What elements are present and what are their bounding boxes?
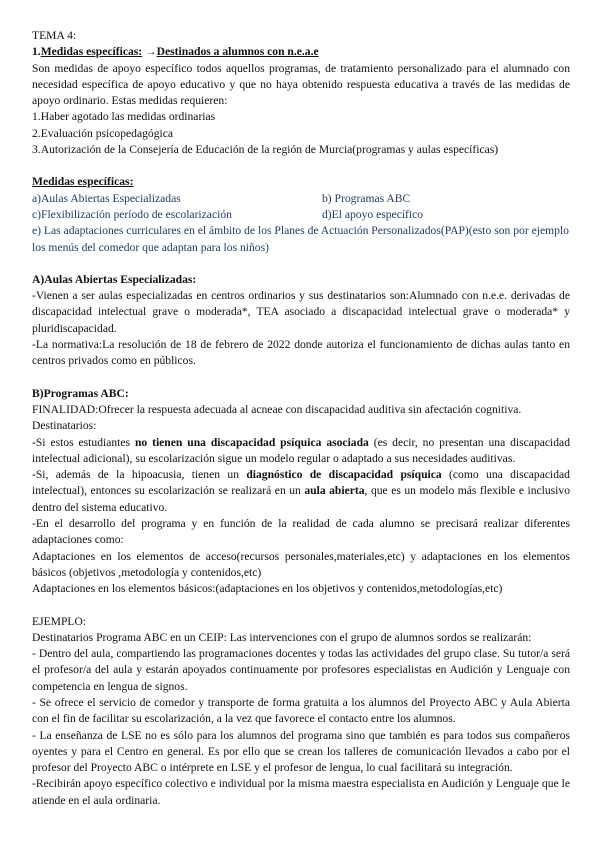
intro-paragraph: Son medidas de apoyo específico todos aquellos programas, de tratamiento personalizado para el alumnado con necesidad específica de apoyo educativo y que no haya obtenido respuesta educativa a través de las medidas de apoyo ordinario. Estas medidas requieren: <box>32 61 570 108</box>
ejemplo-paragraph: - Se ofrece el servicio de comedor y transporte de forma gratuita a los alumnos del Proyecto ABC y Aula Abierta con el fin de facilitar su escolarización, a la vez que favorece el contacto entre los alumnos. <box>32 695 570 726</box>
section-a-paragraph: -La normativa:La resolución de 18 de febrero de 2022 donde autoriza el funcionamiento de dichas aulas tanto en centros privados como en públicos. <box>32 338 570 368</box>
text-run: -Si estos estudiantes <box>32 435 135 449</box>
requirement-item: 2.Evaluación psicopedagógica <box>32 126 174 140</box>
bold-text: diagnóstico de discapacidad psíquica <box>246 468 442 482</box>
spacer <box>32 256 570 272</box>
spacer <box>32 370 570 386</box>
heading-medidas-especificas <box>32 44 570 60</box>
ejemplo-paragraph: Destinatarios Programa ABC en un CEIP: Las intervenciones con el grupo de alumnos sordos se realizarán: <box>32 630 532 644</box>
destinatarios-item <box>32 467 570 516</box>
section-a-paragraph: -Vienen a ser aulas especializadas en centros ordinarios y sus destinatarios son:Alumnado con n.e.e. derivadas de discapacidad intelectual grave o moderada*, TEA asociado a discapacidad intelectual grave o moderada* y pluridiscapacidad. <box>32 289 570 335</box>
heading-number: 1. <box>32 45 41 59</box>
section-b-title: B)Programas ABC: <box>32 386 129 400</box>
heading-label: Medidas específicas: <box>40 45 143 59</box>
medida-item: b) Programas ABC <box>322 191 411 205</box>
bold-text: aula abierta <box>304 484 365 498</box>
spacer <box>32 158 570 174</box>
medidas-list <box>32 191 570 224</box>
medida-item-e: e) Las adaptaciones curriculares en el ámbito de los Planes de Actuación Personalizados(PAP)(esto son por ejemplo los menús del comedor que adaptan para los niños) <box>32 224 569 254</box>
ejemplo-paragraph: -Recibirán apoyo específico colectivo e individual por la misma maestra especialista en Audición y Lenguaje que le atiende en el aula ordinaria. <box>32 777 570 807</box>
spacer <box>32 598 570 614</box>
section-b-paragraph: Adaptaciones en los elementos de acceso(recursos personales,materiales,etc) y adaptaciones en los elementos básicos (objetivos ,metodología y contenidos,etc) <box>32 549 570 579</box>
ejemplo-paragraph: - La enseñanza de LSE no es sólo para los alumnos del programa sino que también es para todos sus compañeros oyentes y para el Centro en general. Es por ello que se crean los talleres de comunicación llevados a cabo por el profesor del Proyecto ABC o intérprete en LSE y el profesor de lengua, lo cual facilitará su integración. <box>32 728 570 775</box>
text-run: (es decir, no presentan una discapacidad intelectual adicional), su escolarización sigue un modelo regular o adaptado a sus necesidades auditivas. <box>32 435 570 465</box>
ejemplo-title: EJEMPLO: <box>32 614 87 628</box>
section-a-title: A)Aulas Abiertas Especializadas: <box>32 272 197 286</box>
destinatarios-label: Destinatarios: <box>32 419 97 433</box>
ejemplo-paragraph: - Dentro del aula, compartiendo las programaciones docentes y todas las actividades del grupo clase. Su tutor/a será el profesor/a del aula y estarán apoyados continuamente por profesores especialistas en Audición y Lenguaje con competencia en lengua de signos. <box>32 647 570 693</box>
text-run: , que es un modelo más flexible e inclusivo dentro del sistema educativo. <box>32 484 570 514</box>
finalidad-text: FINALIDAD:Ofrecer la respuesta adecuada al acneae con discapacidad auditiva sin afectación cognitiva. <box>32 402 522 416</box>
arrow-icon: → <box>145 45 157 59</box>
medida-item: d)El apoyo específico <box>322 207 424 221</box>
medida-item: c)Flexibilización período de escolarización <box>32 207 232 221</box>
heading-rest: Destinados a alumnos con n.e.a.e <box>156 45 319 59</box>
section-b-paragraph: Adaptaciones en los elementos básicos:(adaptaciones en los objetivos y contenidos,metodologías,etc) <box>32 582 503 596</box>
bold-text: no tienen una discapacidad psíquica asociada <box>134 435 369 449</box>
text-run: (como una discapacidad intelectual), entonces su escolarización se realizará en un <box>32 468 570 498</box>
requirement-item: 3.Autorización de la Consejería de Educación de la región de Murcia(programas y aulas específicas) <box>32 143 499 157</box>
medida-item: a)Aulas Abiertas Especializadas <box>32 191 181 205</box>
tema-label: TEMA 4: <box>32 29 77 42</box>
requirement-item: 1.Haber agotado las medidas ordinarias <box>32 110 216 124</box>
medidas-title: Medidas específicas: <box>32 175 134 189</box>
section-b-paragraph: -En el desarrollo del programa y en función de la realidad de cada alumno se precisará realizar diferentes adaptaciones como: <box>32 517 570 547</box>
destinatarios-item <box>32 435 570 468</box>
text-run: -Si, además de la hipoacusia, tienen un <box>32 468 247 482</box>
